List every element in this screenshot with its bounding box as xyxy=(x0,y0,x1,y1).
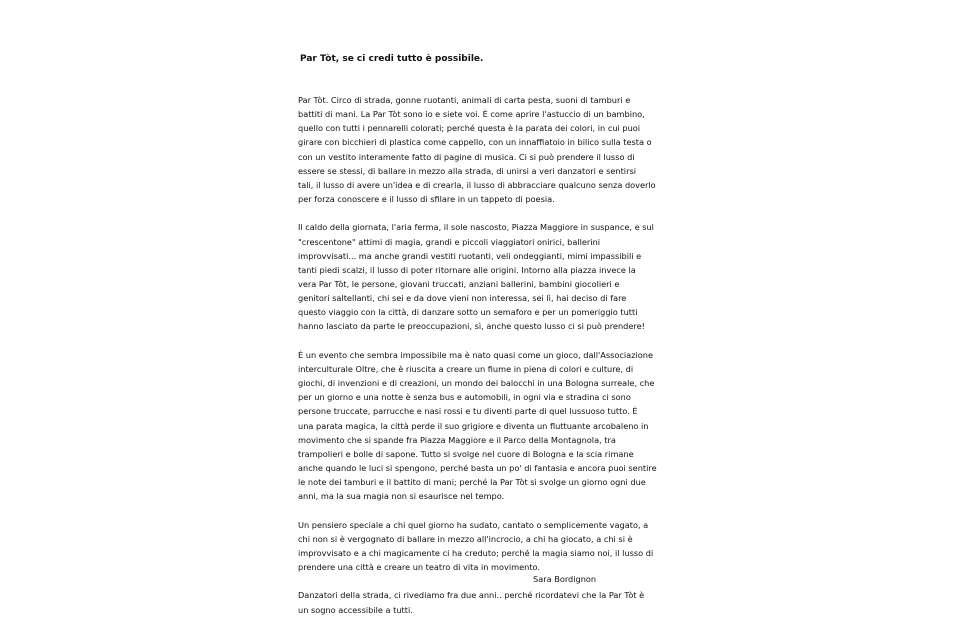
text-line: È un evento che sembra impossibile ma è nato quasi come un gioco, dall'Associazione xyxy=(298,349,654,360)
author-signature: Sara Bordignon xyxy=(533,574,597,584)
text-line: persone truccate, parrucche e nasi rossi e tu diventi parte di quel lussuoso tutto. È xyxy=(298,406,638,417)
text-line: quello con tutti i pennarelli colorati; perché questa è la parata dei colori, in cui puoi xyxy=(298,123,641,134)
text-line: battiti di mani. La Par Tòt sono io e siete voi. È come aprire l'astuccio di un bambino, xyxy=(298,109,645,120)
text-line: anche quando le luci si spengono, perché basta un po' di fantasia e ancora puoi sentire xyxy=(298,463,657,474)
text-line: chi non si è vergognato di ballare in mezzo all'incrocio, a chi ha giocato, a chi si è xyxy=(298,533,633,544)
text-line: per un giorno e una notte è senza bus e automobili, in ogni via e stradina ci sono xyxy=(298,392,631,403)
text-line: Par Tòt. Circo di strada, gonne ruotanti, animali di carta pesta, suoni di tamburi e xyxy=(298,95,631,105)
text-line: le note dei tamburi e il battito di mani; perché la Par Tòt si svolge un giorno ogni due xyxy=(298,477,646,488)
text-line: un sogno accessibile a tutti. xyxy=(298,604,413,615)
paragraph xyxy=(298,93,698,206)
text-line: "crescentone" attimi di magia, grandi e piccoli viaggiatori onirici, ballerini xyxy=(298,236,601,247)
text-line: essere se stessi, di ballare in mezzo alla strada, di unirsi a veri danzatori e sentirsi xyxy=(298,165,636,176)
text-line: girare con bicchieri di plastica come cappello, con un innaffiatoio in bilico sulla testa o xyxy=(298,137,652,148)
text-line: Danzatori della strada, ci rivediamo fra due anni.. perché ricordatevi che la Par Tòt è xyxy=(298,590,645,601)
paragraph xyxy=(298,588,698,616)
text-line: questo viaggio con la città, di danzare sotto un semaforo e per un pomeriggio tutti xyxy=(298,307,638,318)
text-line: Il caldo della giornata, l'aria ferma, il sole nascosto, Piazza Maggiore in suspance, e sul xyxy=(298,222,654,233)
document-title: Par Tòt, se ci credi tutto è possibile. xyxy=(300,54,484,64)
text-line: anni, ma la sua magia non si esaurisce nel tempo. xyxy=(298,491,505,502)
text-line: tali, il lusso di avere un'idea e di crearla, il lusso di abbracciare qualcuno senza doverlo xyxy=(298,179,656,190)
text-line: trampolieri e bolle di sapone. Tutto si svolge nel cuore di Bologna e la scia rimane xyxy=(298,448,634,459)
text-line: con un vestito interamente fatto di pagine di musica. Ci si può prendere il lusso di xyxy=(298,151,635,162)
paragraph xyxy=(298,220,698,333)
document-body xyxy=(298,93,698,631)
text-line: genitori saltellanti, chi sei e da dove vieni non interessa, sei lì, hai deciso di fare xyxy=(298,293,627,304)
text-line: prendere una città e creare un teatro di vita in movimento. xyxy=(298,562,541,573)
text-line: hanno lasciato da parte le preoccupazioni, sì, anche questo lusso ci si può prendere! xyxy=(298,321,645,332)
text-line: interculturale Oltre, che è riuscita a creare un fiume in piena di colori e culture, di xyxy=(298,363,634,374)
text-line: giochi, di invenzioni e di creazioni, un mondo dei balocchi in una Bologna surreale, che xyxy=(298,378,655,389)
text-line: vera Par Tòt, le persone, giovani truccati, anziani ballerini, bambini giocolieri e xyxy=(298,279,620,290)
text-line: movimento che si spande fra Piazza Maggiore e il Parco della Montagnola, tra xyxy=(298,434,616,445)
text-line: per forza conoscere e il lusso di sfilare in un tappeto di poesia. xyxy=(298,194,555,205)
text-line: una parata magica, la città perde il suo grigiore e diventa un fluttuante arcobaleno in xyxy=(298,420,649,431)
paragraph xyxy=(298,518,698,575)
text-line: improvvisati... ma anche grandi vestiti ruotanti, veli ondeggianti, mimi impassibili e xyxy=(298,250,642,261)
text-line: improvvisato e a chi magicamente ci ha creduto; perché la magia siamo noi, il lusso di xyxy=(298,547,654,558)
text-line: tanti piedi scalzi, il lusso di poter ritornare alle origini. Intorno alla piazza invece la xyxy=(298,264,636,275)
paragraph xyxy=(298,348,698,504)
text-line: Un pensiero speciale a chi quel giorno ha sudato, cantato o semplicemente vagato, a xyxy=(298,519,649,530)
